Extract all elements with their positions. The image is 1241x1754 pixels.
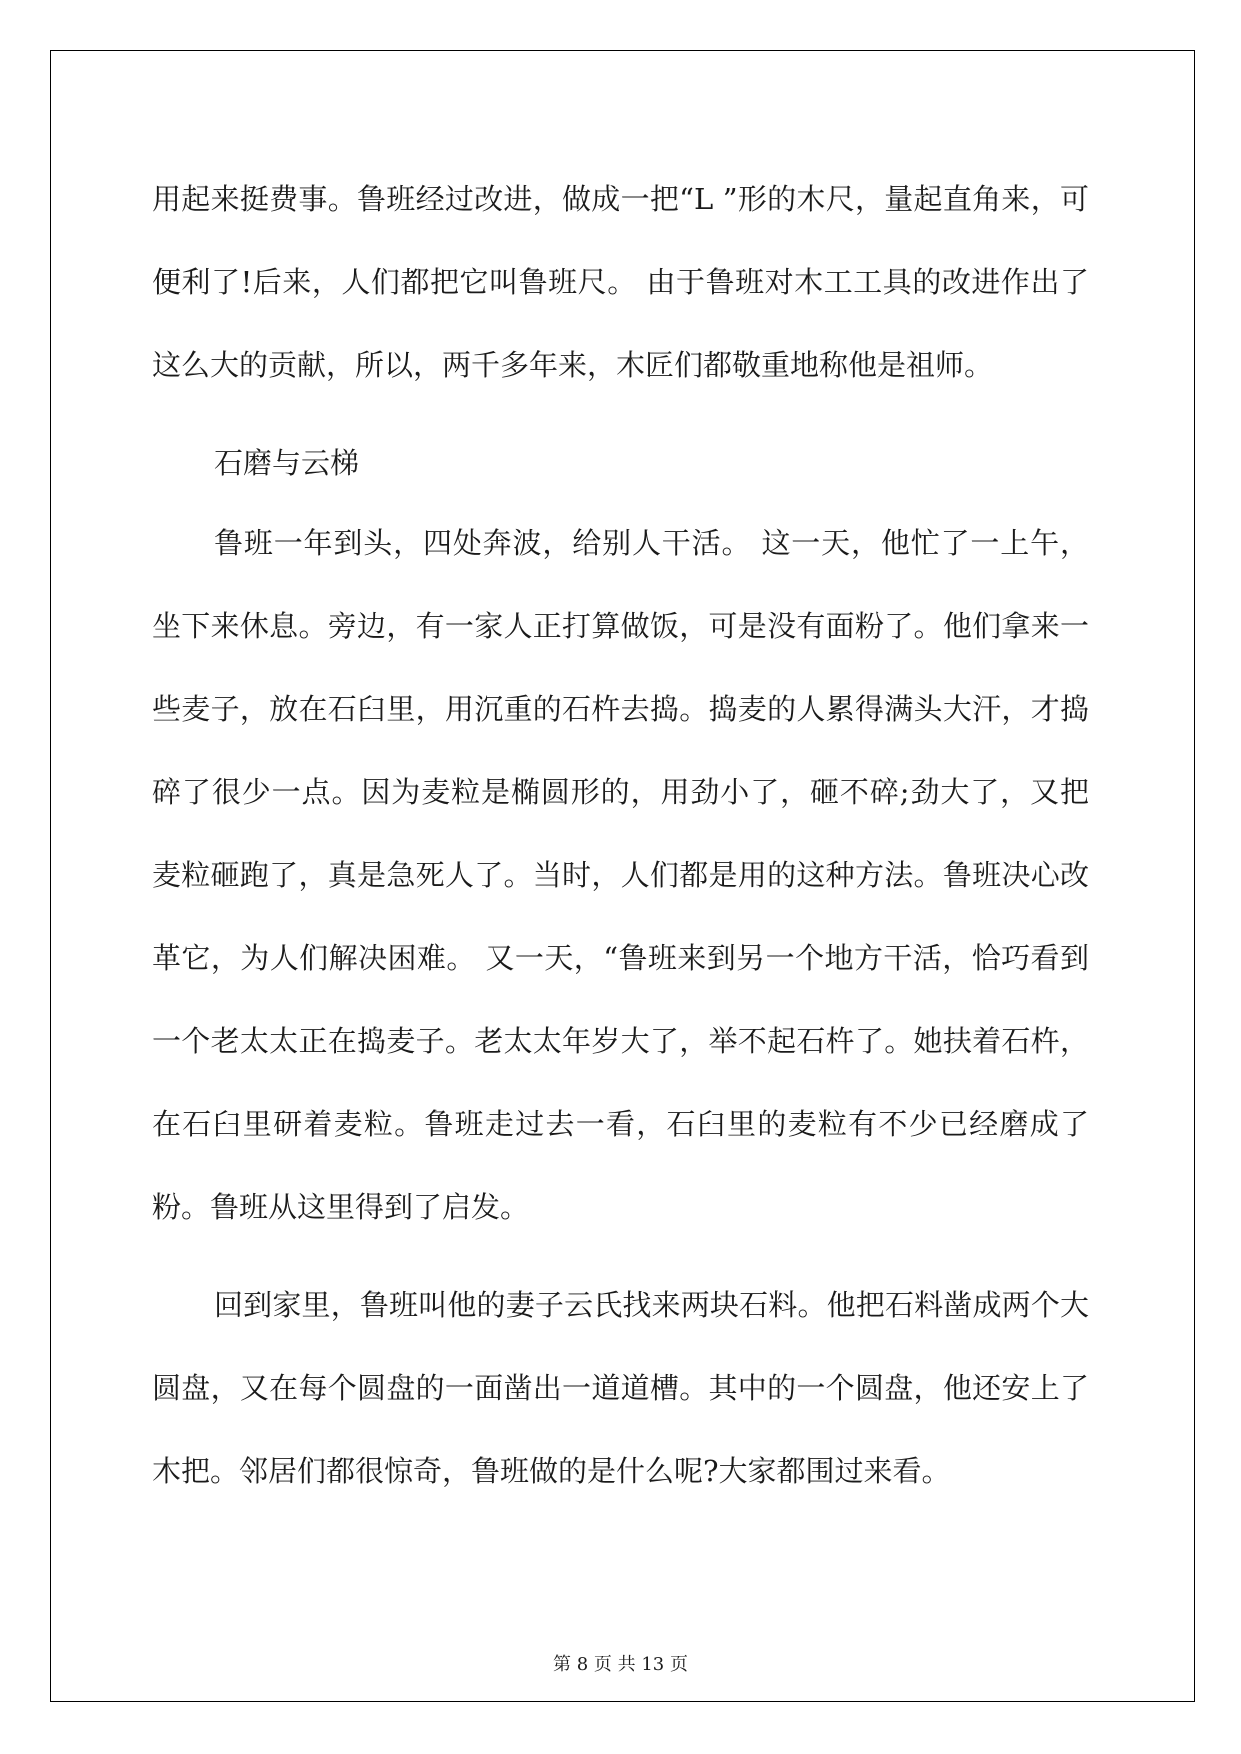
document-body [152,158,1089,1528]
page-footer: 第 8 页 共 13 页 [553,1654,688,1675]
section-heading: 石磨与云梯 [214,446,360,480]
paragraph-3: 回到家里，鲁班叫他的妻子云氏找来两块石料。他把石料凿成两个大圆盘，又在每个圆盘的一面凿出一道道槽。其中的一个圆盘，他还安上了木把。邻居们都很惊奇，鲁班做的是什么呢?大家都围过来看。 [152,1288,1089,1488]
paragraph-1: 用起来挺费事。鲁班经过改进，做成一把“L ”形的木尺，量起直角来，可便利了!后来，人们都把它叫鲁班尺。 由于鲁班对木工工具的改进作出了这么大的贡献，所以，两千多年来，木匠们都敬重地称他是祖师。 [152,182,1089,382]
paragraph-2: 鲁班一年到头，四处奔波，给别人干活。 这一天，他忙了一上午，坐下来休息。旁边，有一家人正打算做饭，可是没有面粉了。他们拿来一些麦子，放在石臼里，用沉重的石杵去捣。捣麦的人累得满头大汗，才捣碎了很少一点。因为麦粒是椭圆形的，用劲小了，砸不碎;劲大了，又把麦粒砸跑了，真是急死人了。当时，人们都是用的这种方法。鲁班决心改革它，为人们解决困难。 又一天，“鲁班来到另一个地方干活，恰巧看到一个老太太正在捣麦子。老太太年岁大了，举不起石杵了。她扶着石杵，在石臼里研着麦粒。鲁班走过去一看，石臼里的麦粒有不少已经磨成了粉。鲁班从这里得到了启发。 [152,526,1089,1224]
